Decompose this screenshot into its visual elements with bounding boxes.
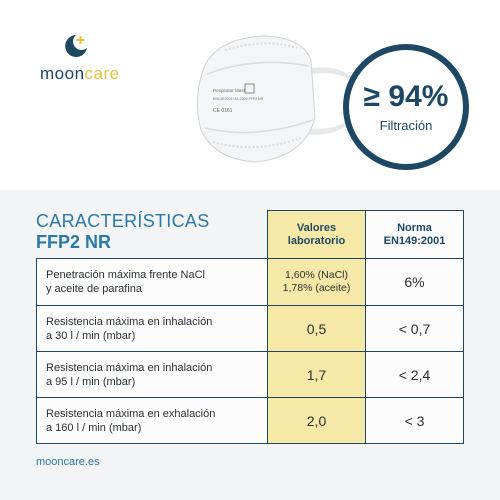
header-norm [365,210,464,259]
product-hero [0,0,500,190]
table-title-line1: CARACTERÍSTICAS [36,211,210,231]
table-row-label [36,258,268,306]
table-row-label [36,351,268,398]
specifications-section [0,190,500,500]
row1-label-line1: Penetración máxima frente NaCl [46,269,205,281]
brand-name [40,64,120,84]
row2-label-line1: Resistencia máxima en inhalación [46,315,213,328]
table-row-label [36,305,268,352]
row4-label-line2: a 160 l / min (mbar) [46,421,142,434]
brand-logo [40,30,160,90]
table-row-lab-value: 2,0 [267,397,366,444]
table-row-norm-value: < 0,7 [365,305,464,352]
brand-name-part1: moon [40,64,85,83]
row3-label-line1: Resistencia máxima en inhalación [46,361,213,374]
table-title-line2: FFP2 NR [36,232,112,252]
table-row-lab-value: 0,5 [267,305,366,352]
ffp2-mask-image [185,20,355,170]
row2-label-line2: a 30 l / min (mbar) [46,329,136,342]
header-lab-line1: Valores [296,221,337,234]
filtration-label: Filtración [379,118,433,133]
row1-lab-line2: 1,78% (aceite) [282,282,351,294]
table-row-lab-value: 1,7 [267,351,366,398]
table-row-norm-value: 6% [365,258,464,306]
mask-print-line1: Respirator Mask [213,88,246,93]
mask-print-line2: EN149:2001+A1:2009 FFP2 NR [213,97,264,101]
row3-label-line2: a 95 l / min (mbar) [46,375,136,388]
table-row-label [36,397,268,444]
brand-name-part2: care [84,64,120,83]
table-row-norm-value: < 3 [365,397,464,444]
specs-table [36,210,464,444]
header-norm-line1: Norma [397,221,432,234]
moon-plus-icon [62,32,90,60]
row4-label-line1: Resistencia máxima en exhalación [46,407,216,420]
mask-print-line3: CE 0161 [213,108,233,114]
row1-label-line2: y aceite de parafina [46,283,143,295]
header-norm-line2: EN149:2001 [383,234,446,247]
filtration-value: ≥ 94% [363,80,449,113]
header-lab-values [267,210,366,259]
website-link[interactable]: mooncare.es [36,456,100,468]
filtration-badge [343,44,469,170]
row1-lab-line1: 1,60% (NaCl) [284,269,349,281]
table-row-norm-value: < 2,4 [365,351,464,398]
header-lab-line2: laboratorio [287,234,346,247]
table-row-lab-value [267,258,366,306]
